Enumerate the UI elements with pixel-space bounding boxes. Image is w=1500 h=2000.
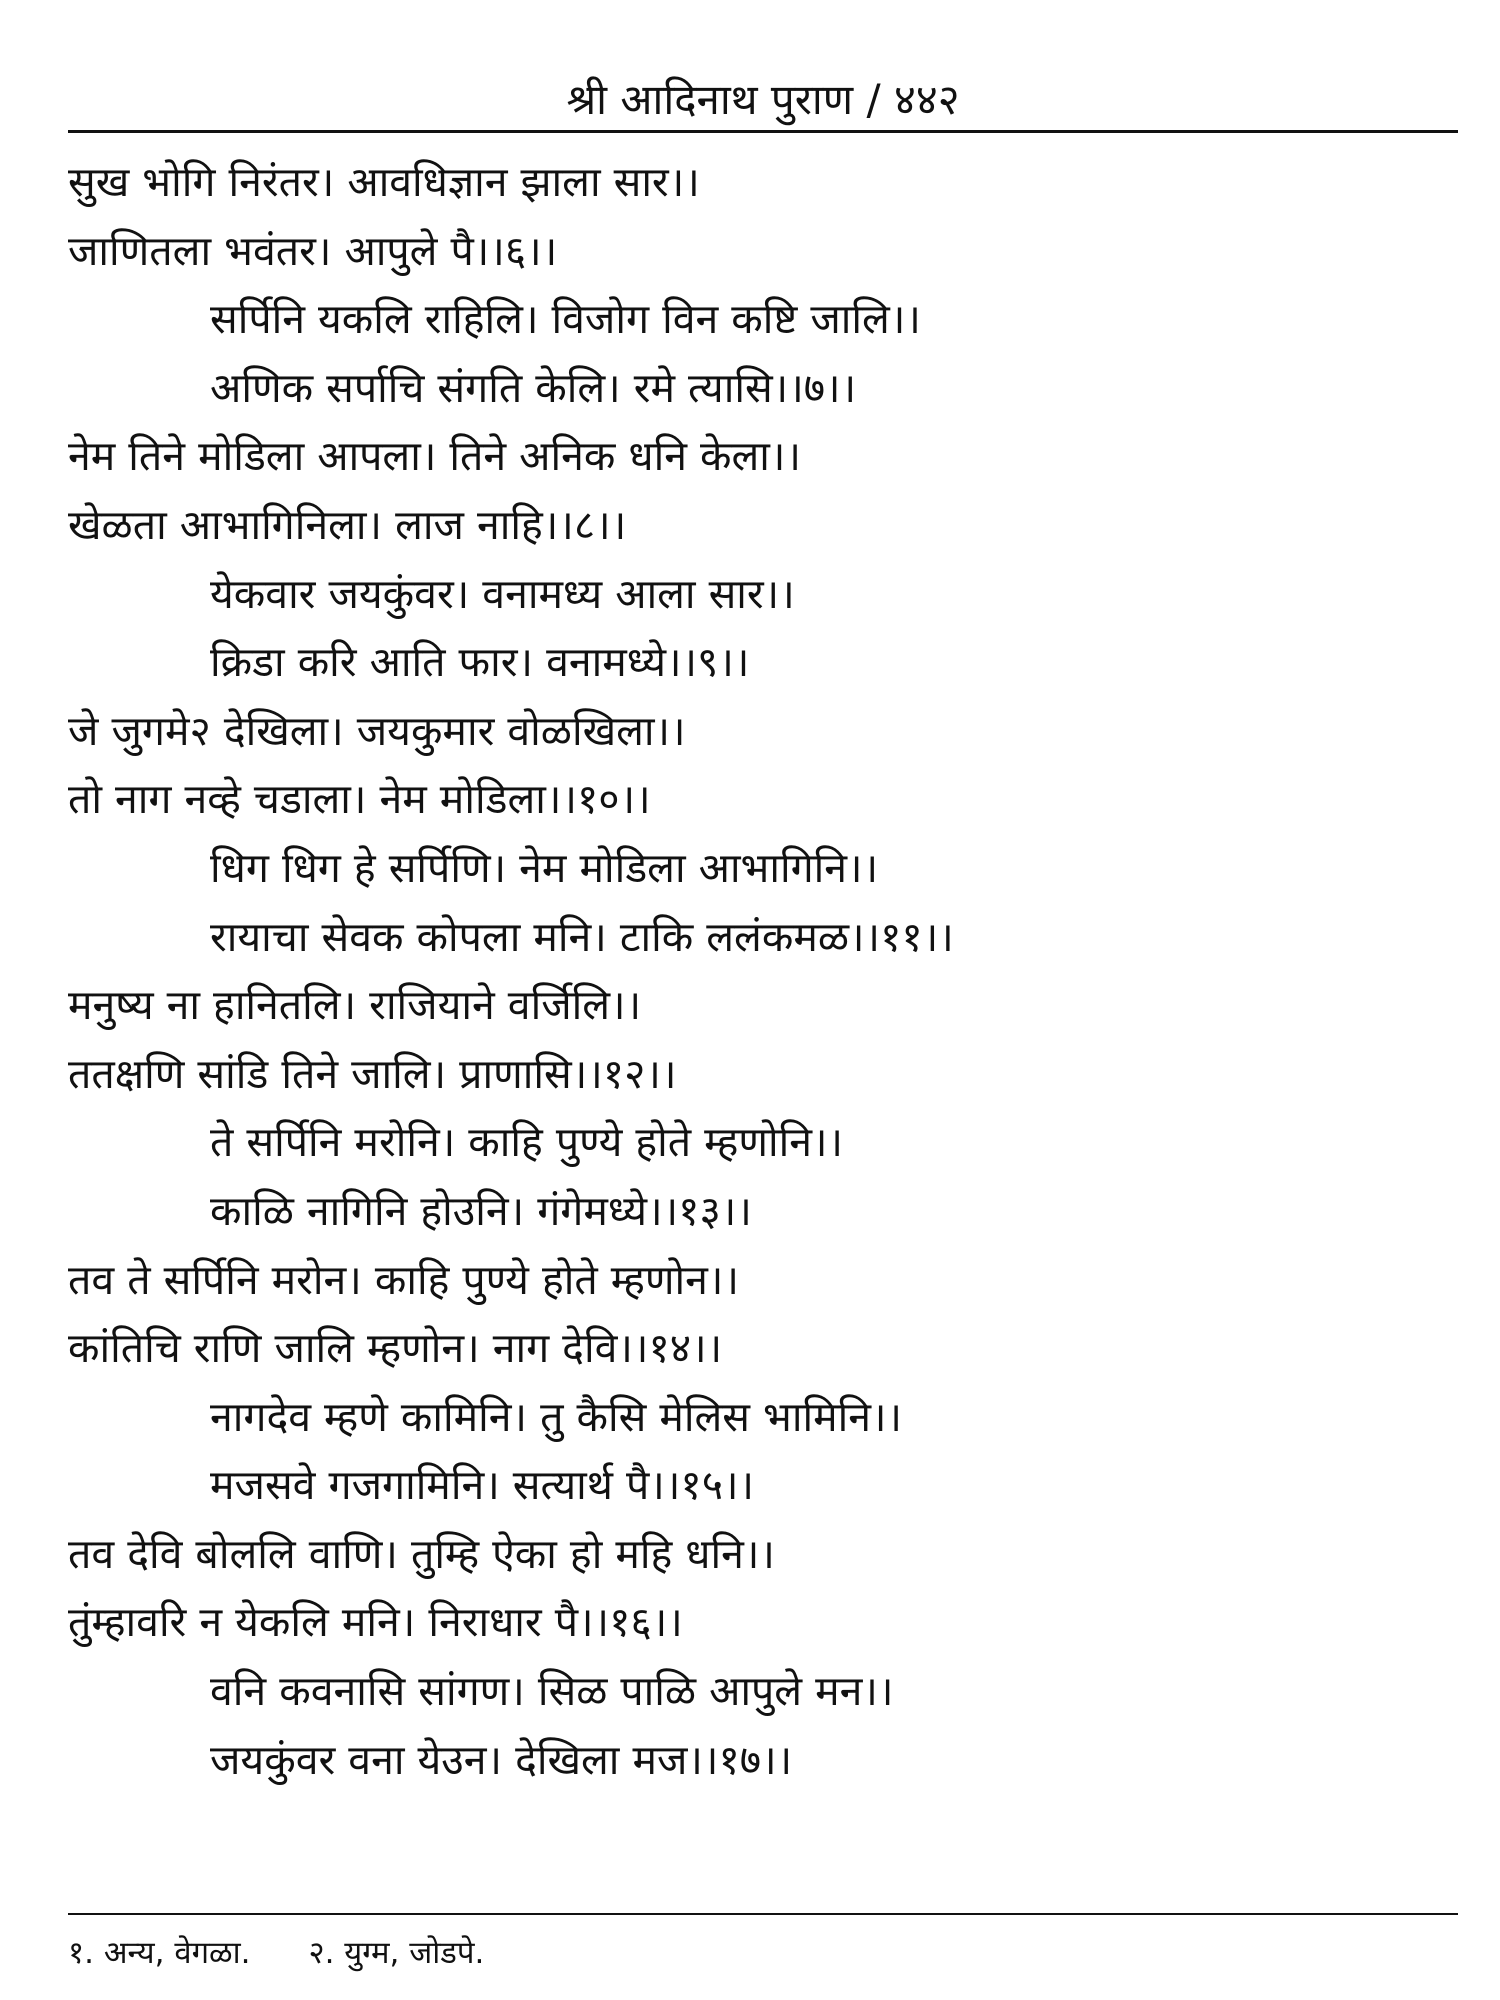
verse-line: ततक्षणि सांडि तिने जालि। प्राणासि।।१२।। — [68, 1049, 677, 1098]
verse-line: जाणितला भवंतर। आपुले पै।।६।। — [68, 226, 558, 275]
footnotes — [68, 1928, 484, 1978]
verse-line: तव ते सर्पिनि मरोन। काहि पुण्ये होते म्हणोन।। — [68, 1255, 740, 1304]
verse-line: सुख भोगि निरंतर। आवधिज्ञान झाला सार।। — [68, 158, 700, 206]
verse-line: नेम तिने मोडिला आपला। तिने अनिक धनि केला।। — [68, 432, 802, 481]
verse-line: धिग धिग हे सर्पिणि। नेम मोडिला आभागिनि।। — [210, 843, 879, 892]
verse-line: क्रिडा करि आति फार। वनामध्ये।।९।। — [210, 638, 750, 687]
footnote-item: २. युग्म, जोडपे. — [308, 1935, 485, 1971]
verse-line: तुंम्हावरि न येकलि मनि। निराधार पै।।१६।। — [68, 1598, 683, 1647]
verse-line: सर्पिनि यकलि राहिलि। विजोग विन कष्टि जालि।। — [210, 295, 921, 344]
footnote-item: १. अन्य, वेगळा. — [68, 1935, 251, 1971]
running-header: श्री आदिनाथ पुराण / ४४२ — [566, 75, 960, 124]
verse-line: जयकुंवर वना येउन। देखिला मज।।१७।। — [210, 1735, 793, 1784]
verse-line: वनि कवनासि सांगण। सिळ पाळि आपुले मन।। — [210, 1667, 894, 1716]
header-rule — [68, 130, 1458, 133]
verse-line: खेळता आभागिनिला। लाज नाहि।।८।। — [68, 500, 627, 549]
verse-line: काळि नागिनि होउनि। गंगेमध्ये।।१३।। — [210, 1186, 752, 1235]
verse-line: येकवार जयकुंवर। वनामध्य आला सार।। — [210, 569, 795, 618]
verse-line: जे जुगमे२ देखिला। जयकुमार वोळखिला।। — [68, 706, 686, 755]
verse-line: रायाचा सेवक कोपला मनि। टाकि ललंकमळ।।११।। — [210, 912, 954, 961]
verse-line: मजसवे गजगामिनि। सत्यार्थ पै।।१५।। — [210, 1461, 755, 1510]
verse-line: मनुष्य ना हानितलि। राजियाने वर्जिलि।। — [68, 981, 642, 1030]
verse-block — [68, 148, 1468, 1794]
verse-line: ते सर्पिनि मरोनि। काहि पुण्ये होते म्हणोनि।। — [210, 1118, 844, 1167]
verse-line: नागदेव म्हणे कामिनि। तु कैसि मेलिस भामिनि।। — [210, 1392, 903, 1441]
verse-line: तो नाग नव्हे चडाला। नेम मोडिला।।१०।। — [68, 775, 651, 824]
footnote-rule — [68, 1913, 1458, 1915]
verse-line: तव देवि बोललि वाणि। तुम्हि ऐका हो महि धनि।। — [68, 1529, 775, 1578]
verse-line: अणिक सर्पाचि संगति केलि। रमे त्यासि।।७।। — [210, 363, 857, 412]
verse-line: कांतिचि राणि जालि म्हणोन। नाग देवि।।१४।। — [68, 1324, 723, 1373]
